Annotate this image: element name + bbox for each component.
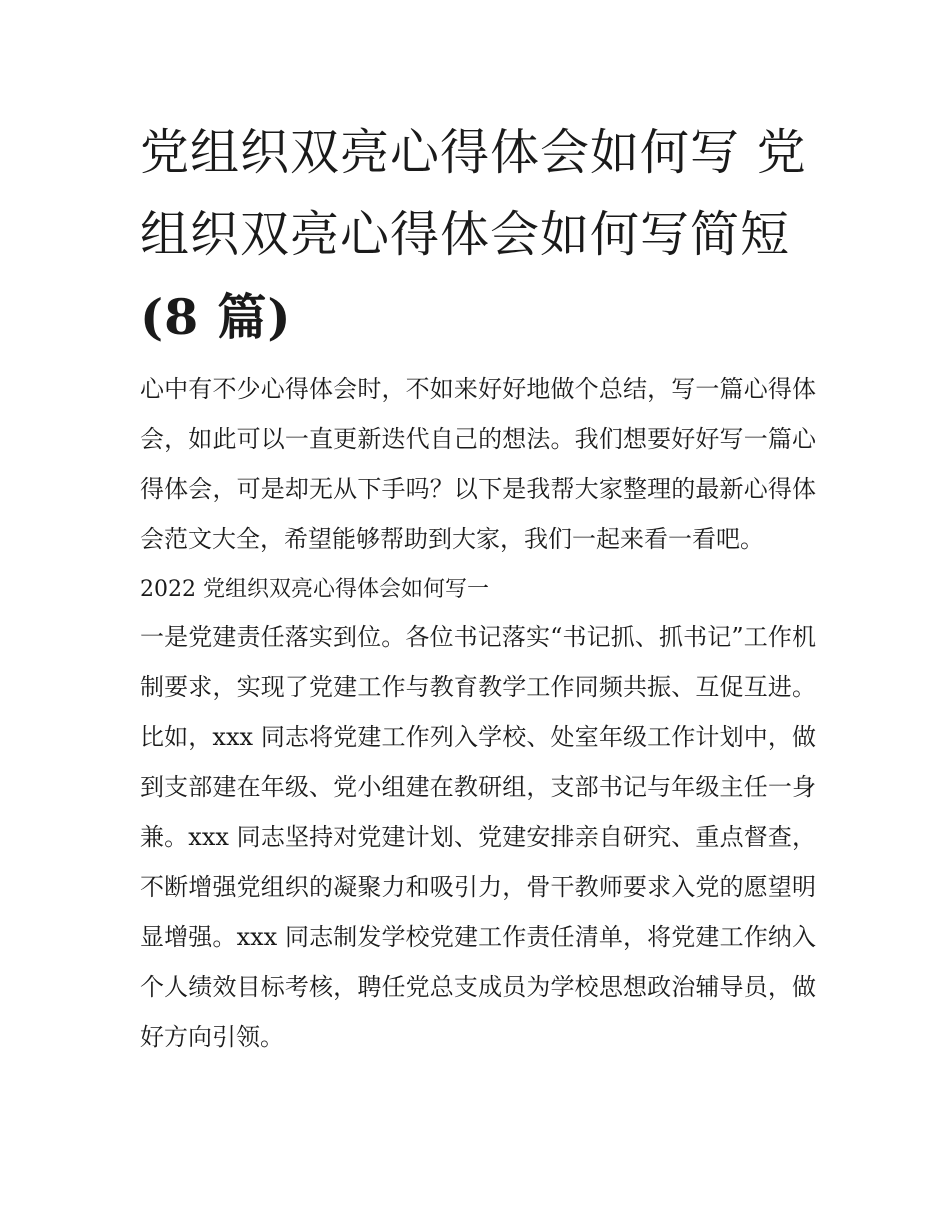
intro-paragraph: 心中有不少心得体会时，不如来好好地做个总结，写一篇心得体会，如此可以一直更新迭代自己的想法。我们想要好好写一篇心得体会，可是却无从下手吗？以下是我帮大家整理的最新心得体会范文大全，希望能够帮助到大家，我们一起来看一看吧。 <box>140 375 816 553</box>
title-suffix: (8 篇) <box>140 288 292 346</box>
title-main: 党组织双亮心得体会如何写 党组织双亮心得体会如何写简短 <box>140 124 807 263</box>
section-body-paragraph: 一是党建责任落实到位。各位书记落实“书记抓、抓书记”工作机制要求，实现了党建工作与教育教学工作同频共振、互促互进。比如，xxx 同志将党建工作列入学校、处室年级工作计划中，做到支部建在年级、党小组建在教研组，支部书记与年级主任一身兼。xxx 同志坚持对党建计划、党建安排亲自研究、重点督查，不断增强党组织的凝聚力和吸引力，骨干教师要求入党的愿望明显增强。xxx 同志制发学校党建工作责任清单，将党建工作纳入个人绩效目标考核，聘任党总支成员为学校思想政治辅导员，做好方向引领。 <box>140 623 816 1051</box>
document-title <box>140 112 816 358</box>
document-page <box>140 112 816 1062</box>
section-heading: 2022 党组织双亮心得体会如何写一 <box>140 577 489 602</box>
